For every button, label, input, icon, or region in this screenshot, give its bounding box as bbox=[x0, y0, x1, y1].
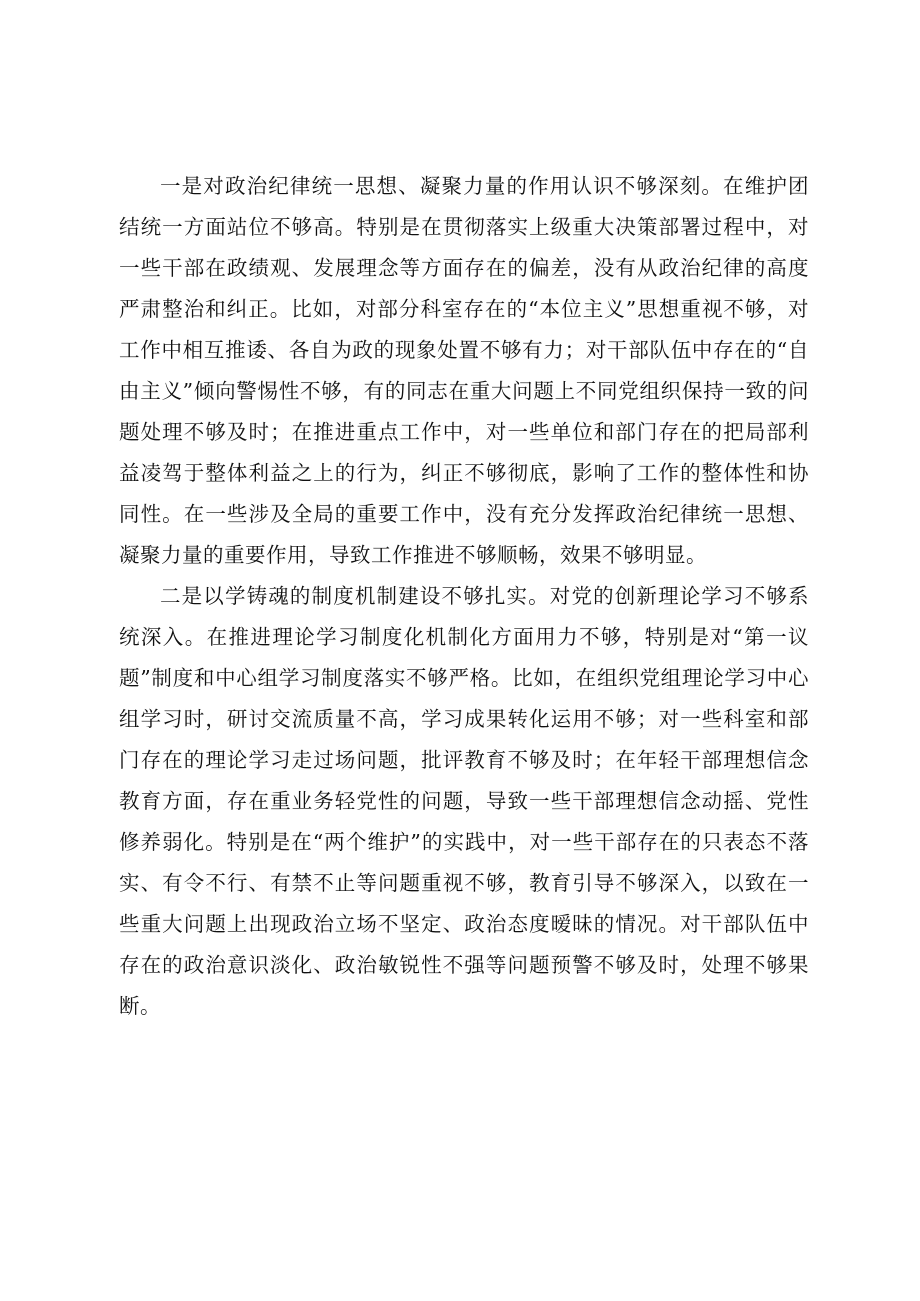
document-body bbox=[119, 166, 809, 1027]
paragraph-2: 二是以学铸魂的制度机制建设不够扎实。对党的创新理论学习不够系统深入。在推进理论学习制度化机制化方面用力不够，特别是对“第一议题”制度和中心组学习制度落实不够严格。比如，在组织党组理论学习中心组学习时，研讨交流质量不高，学习成果转化运用不够；对一些科室和部门存在的理论学习走过场问题，批评教育不够及时；在年轻干部理想信念教育方面，存在重业务轻党性的问题，导致一些干部理想信念动摇、党性修养弱化。特别是在“两个维护”的实践中，对一些干部存在的只表态不落实、有令不行、有禁不止等问题重视不够，教育引导不够深入，以致在一些重大问题上出现政治立场不坚定、政治态度暧昧的情况。对干部队伍中存在的政治意识淡化、政治敏锐性不强等问题预警不够及时，处理不够果断。 bbox=[119, 584, 809, 1018]
paragraph-1: 一是对政治纪律统一思想、凝聚力量的作用认识不够深刻。在维护团结统一方面站位不够高。特别是在贯彻落实上级重大决策部署过程中，对一些干部在政绩观、发展理念等方面存在的偏差，没有从政治纪律的高度严肃整治和纠正。比如，对部分科室存在的“本位主义”思想重视不够，对工作中相互推诿、各自为政的现象处置不够有力；对干部队伍中存在的“自由主义”倾向警惕性不够，有的同志在重大问题上不同党组织保持一致的问题处理不够及时；在推进重点工作中，对一些单位和部门存在的把局部利益凌驾于整体利益之上的行为，纠正不够彻底，影响了工作的整体性和协同性。在一些涉及全局的重要工作中，没有充分发挥政治纪律统一思想、凝聚力量的重要作用，导致工作推进不够顺畅，效果不够明显。 bbox=[119, 174, 809, 567]
